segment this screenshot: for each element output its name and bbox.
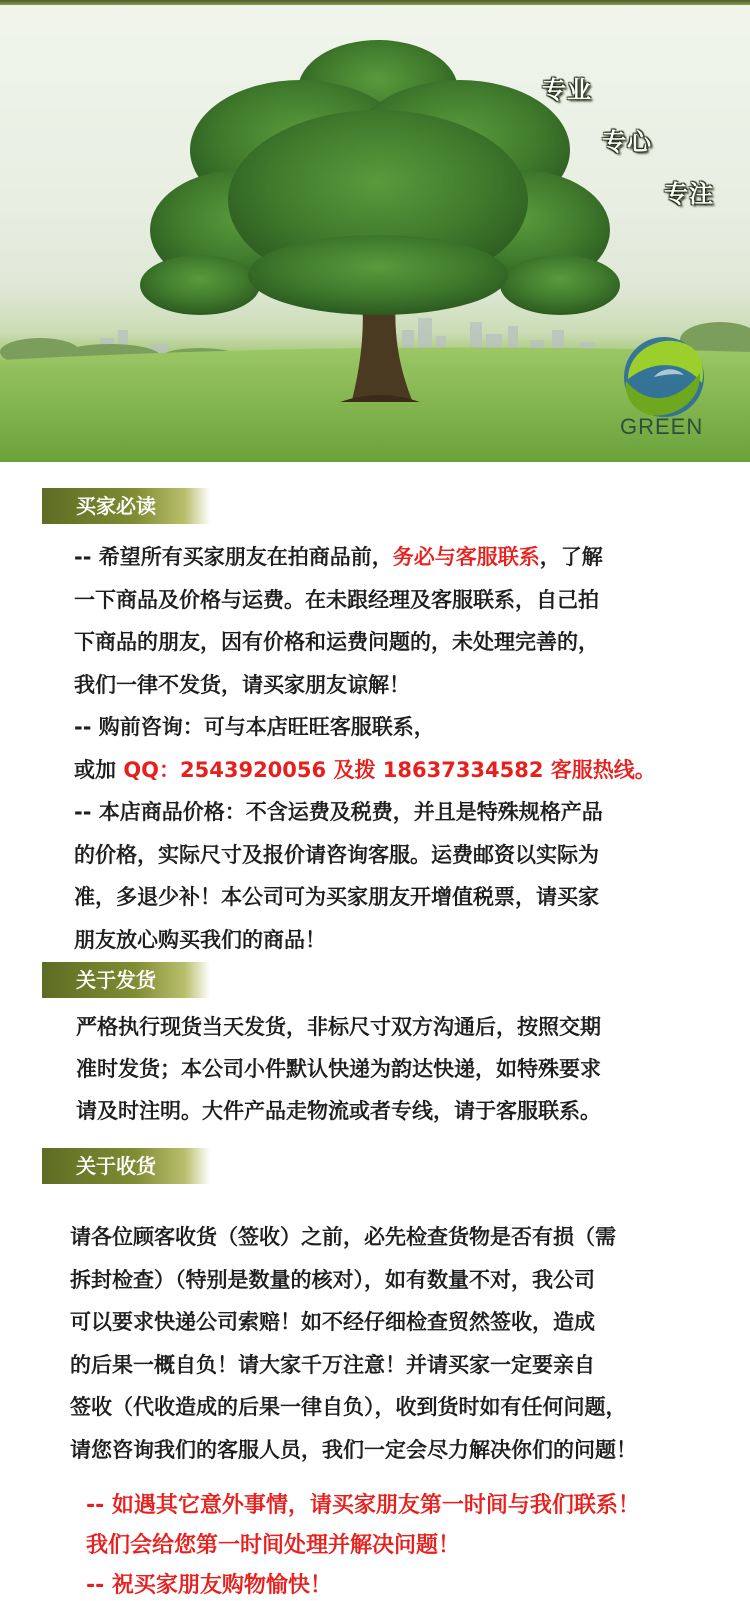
slogan-1: 专业: [542, 76, 592, 104]
footer-notice-line-3: -- 祝买家朋友购物愉快！: [86, 1573, 332, 1598]
receiving-text: [70, 1216, 637, 1471]
shipping-line: 准时发货；本公司小件默认快递为韵达快递，如特殊要求: [76, 1057, 601, 1081]
contact-qq-phone: QQ：2543920056 及拨 18637334582 客服热线。: [123, 757, 656, 782]
buyer-notice-line: 准，多退少补！本公司可为买家朋友开增值税票，请买家: [74, 885, 599, 909]
shipping-line: 请及时注明。大件产品走物流或者专线，请于客服联系。: [76, 1099, 601, 1123]
receiving-line: 的后果一概自负！请大家千万注意！并请买家一定要亲自: [70, 1352, 595, 1377]
receiving-line: 可以要求快递公司索赔！如不经仔细检查贸然签收，造成: [70, 1310, 595, 1334]
footer-notice-line-2: 我们会给您第一时间处理并解决问题！: [86, 1533, 461, 1558]
section-header-buyer-notice: 买家必读: [42, 488, 210, 524]
footer-notice-line-1: -- 如遇其它意外事情，请买家朋友第一时间与我们联系！: [86, 1493, 640, 1518]
slogan-2: 专心: [602, 128, 652, 156]
section-header-shipping: 关于发货: [42, 962, 210, 998]
buyer-notice-line: -- 本店商品价格：不含运费及税费，并且是特殊规格产品: [74, 800, 603, 824]
receiving-line: 拆封检查）（特别是数量的核对），如有数量不对，我公司: [70, 1267, 595, 1292]
logo-text: GREEN: [620, 414, 704, 439]
buyer-notice-line: 朋友放心购买我们的商品！: [74, 927, 326, 952]
buyer-notice-line: 一下商品及价格与运费。在未跟经理及客服联系，自己拍: [74, 587, 599, 612]
shipping-line: 严格执行现货当天发货，非标尺寸双方沟通后，按照交期: [76, 1015, 601, 1039]
buyer-notice-line: -- 购前咨询：可与本店旺旺客服联系，: [74, 715, 435, 739]
hero-banner: [0, 0, 750, 462]
buyer-notice-text: [74, 536, 656, 961]
receiving-line: 请各位顾客收货（签收）之前，必先检查货物是否有损（需: [70, 1225, 616, 1249]
shipping-text: [76, 1006, 601, 1132]
slogan-3: 专注: [664, 180, 714, 208]
buyer-notice-line-contact: 或加 QQ：2543920056 及拨 18637334582 客服热线。: [74, 757, 656, 782]
receiving-line: 请您咨询我们的客服人员，我们一定会尽力解决你们的问题！: [70, 1437, 637, 1462]
receiving-line: 签收（代收造成的后果一律自负），收到货时如有任何问题，: [70, 1395, 627, 1419]
section-header-receiving: 关于收货: [42, 1148, 210, 1184]
buyer-notice-line: -- 希望所有买家朋友在拍商品前，务必与客服联系，了解: [74, 545, 603, 569]
buyer-notice-line: 我们一律不发货，请买家朋友谅解！: [74, 672, 410, 697]
buyer-notice-line: 的价格，实际尺寸及报价请咨询客服。运费邮资以实际为: [74, 842, 599, 867]
buyer-notice-line: 下商品的朋友，因有价格和运费问题的，未处理完善的，: [74, 630, 599, 654]
